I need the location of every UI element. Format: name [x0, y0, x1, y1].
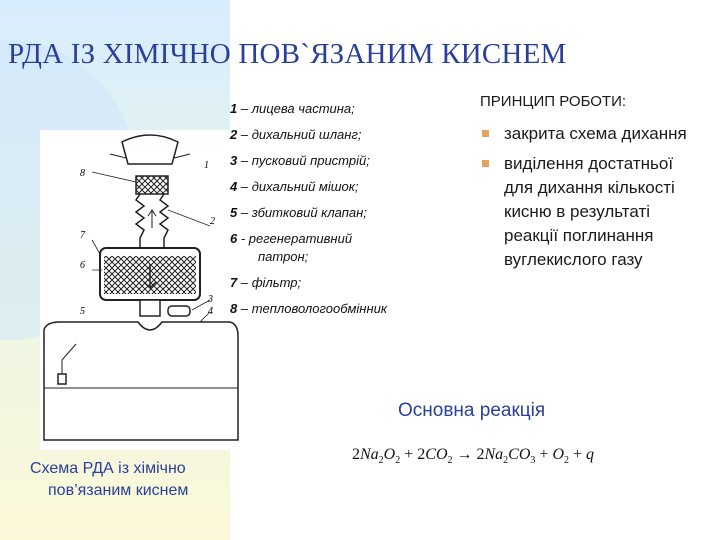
- legend-item: [230, 126, 465, 144]
- bullet-square-icon: [482, 130, 489, 137]
- part-number-6: 6: [80, 260, 85, 271]
- part-number-1: 1: [204, 160, 209, 171]
- legend-item-number: 1: [230, 101, 238, 116]
- legend-item-number: 8: [230, 301, 238, 316]
- part-number-5: 5: [80, 306, 85, 317]
- legend-item: [230, 274, 465, 292]
- rda-schematic-svg: [40, 130, 240, 450]
- rda-schematic-figure: [40, 130, 240, 450]
- legend-item-text: – лицева частина;: [237, 101, 355, 116]
- eq-symbol: O: [383, 446, 396, 463]
- legend-item: [230, 100, 465, 118]
- slide-title: РДА ІЗ ХІМІЧНО ПОВ`ЯЗАНИМ КИСНЕМ: [8, 38, 567, 70]
- principle-item-text: закрита схема дихання: [504, 124, 687, 143]
- legend-item-text: – дихальний мішок;: [237, 179, 359, 194]
- eq-coeff: 2: [417, 446, 426, 463]
- legend-item-continuation: патрон;: [258, 249, 309, 264]
- legend-item-number: 7: [230, 275, 238, 290]
- principle-heading: ПРИНЦИП РОБОТИ:: [480, 93, 627, 110]
- breathing-bag-shape: [44, 322, 238, 440]
- principle-item-text: виділення достатньої для дихання кількості кисню в результаті реакції поглинання вуглекислого газу: [504, 154, 675, 269]
- figure-caption-line1: Схема РДА із хімічно: [30, 460, 186, 477]
- parts-legend: [230, 100, 465, 326]
- eq-operator: +: [569, 446, 587, 463]
- reaction-title: Основна реакція: [398, 400, 546, 421]
- legend-item-number: 3: [230, 153, 238, 168]
- legend-item-text: – дихальний шланг;: [237, 127, 362, 142]
- legend-item: [230, 204, 465, 222]
- principle-item: [480, 122, 705, 146]
- legend-item-text: – пусковий пристрій;: [237, 153, 370, 168]
- eq-arrow: →: [452, 446, 477, 463]
- start-device-shape: [168, 306, 190, 316]
- eq-subscript: 2: [503, 455, 509, 467]
- legend-item-text: – фільтр;: [237, 275, 302, 290]
- legend-item: [230, 230, 465, 266]
- face-arrow-left: [110, 154, 126, 158]
- hose-left-shape: [136, 194, 144, 248]
- eq-subscript: 2: [395, 455, 401, 467]
- eq-symbol: O: [552, 446, 564, 463]
- eq-symbol: q: [586, 446, 595, 463]
- legend-item: [230, 178, 465, 196]
- eq-operator: +: [535, 446, 553, 463]
- face-arrow-right: [174, 154, 190, 158]
- legend-item-text: – тепловологообмінник: [237, 301, 387, 316]
- part-number-2: 2: [210, 216, 215, 227]
- figure-caption: [30, 458, 235, 502]
- eq-symbol: CO: [425, 446, 448, 463]
- legend-item: [230, 300, 465, 318]
- legend-item-number: 2: [230, 127, 238, 142]
- face-piece-shape: [122, 135, 178, 164]
- eq-subscript: 3: [530, 455, 536, 467]
- eq-symbol: CO: [508, 446, 531, 463]
- eq-subscript: 2: [564, 455, 569, 467]
- principle-item: [480, 152, 705, 272]
- bullet-square-icon: [482, 160, 489, 167]
- hose-flow-arrow: [148, 210, 156, 228]
- legend-item-text: - регенеративний: [237, 231, 353, 246]
- eq-symbol: Na: [360, 446, 379, 463]
- hose-right-shape: [160, 194, 168, 248]
- eq-coeff: 2: [352, 446, 360, 463]
- connector-shape: [140, 300, 160, 316]
- legend-item-text: – збитковий клапан;: [237, 205, 367, 220]
- part-number-4: 4: [208, 306, 213, 317]
- eq-subscript: 2: [447, 455, 453, 467]
- part-number-8: 8: [80, 168, 85, 179]
- legend-item-number: 6: [230, 231, 238, 246]
- legend-item: [230, 152, 465, 170]
- legend-item-number: 4: [230, 179, 238, 194]
- relief-valve-shape: [58, 374, 66, 384]
- principle-list: [480, 122, 705, 272]
- eq-symbol: Na: [484, 446, 504, 463]
- figure-caption-line2: пов’язаним киснем: [48, 482, 189, 499]
- legend-item-number: 5: [230, 205, 238, 220]
- heat-exchanger-shape: [136, 176, 168, 194]
- eq-coeff: 2: [476, 446, 485, 463]
- part-number-3: 3: [208, 294, 213, 305]
- eq-subscript: 2: [378, 455, 384, 467]
- part-number-7: 7: [80, 230, 85, 241]
- eq-operator: +: [400, 446, 418, 463]
- reaction-equation: [352, 446, 702, 466]
- principle-block: [480, 93, 705, 278]
